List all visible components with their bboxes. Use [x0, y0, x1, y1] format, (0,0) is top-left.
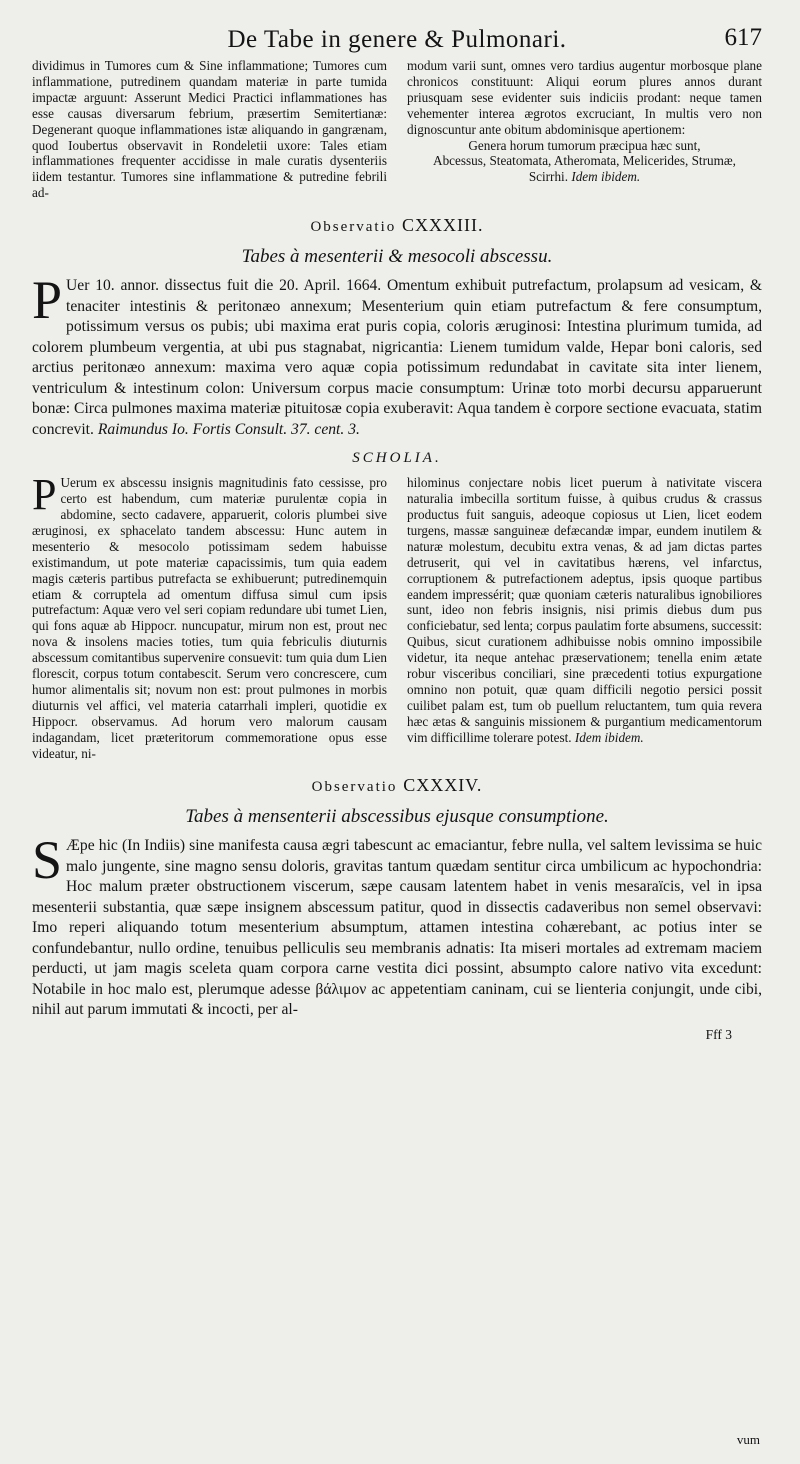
observation-133-body	[32, 270, 762, 440]
observation-134-heading	[32, 775, 762, 796]
genera-last: Scirrhi.	[528, 169, 569, 185]
observation-133-heading	[32, 215, 762, 236]
page-number: 617	[724, 24, 762, 51]
top-right-text: modum varii sunt, omnes vero tardius augentur morbosque plane chronicos constituunt: Aliqui eorum plures annos durant priusquam sese evidenter suis indiciis prodant: neque tamen vehementer interea ægrotos excruciant, In multis vero non dignoscuntur ante obitum abdominisque apertionem:	[407, 58, 762, 137]
top-left-column	[32, 58, 387, 201]
catchword: vum	[736, 1432, 760, 1447]
genera-line: Genera horum tumorum præcipua hæc sunt,	[468, 137, 701, 153]
running-title: De Tabe in genere & Pulmonari.	[227, 26, 567, 53]
scholia-left-text: Uerum ex abscessu insignis magnitudinis fato cessisse, pro certo est habendum, cum materiæ purulentæ copia in abdomine, secto cadavere, apparuerit, coloris plumbei sive æruginosi, ex sphacelato tandem abscessu: Hunc autem in mesenterio & mesocolo potissimam sedem habuisse existimandum, ut pote materiæ capacissimis, tum quia eadem magis cæteris partibus putrefacta se exhibuerunt; putredinemquin etiam & corruptela ad omentum diffusa simul cum ipsis putrefactum: Aquæ vero vel seri copiam redundare ubi tumet Lien, qui fons aquæ ab Hippocr. nuncupatur, mirum non est, prout nec nova & insolens macies toties, tum quia febriculis diuturnis abscessum comitantibus supervenire consuevit: tum quia dum Lien florescit, corpus totum contabescit. Serum vero concrescere, cum humor alimentalis sit; novum non est: prout pulmones in morbis diuturnis vel affici, vel materia catarrhali impleri, quotidie ex Hippocr. observamus. Ad horum vero malorum causam indagandam, licet præteritorum commemoratione opus esse videatur, ni-	[32, 475, 387, 761]
scholia-right-column	[407, 475, 762, 761]
running-head	[32, 22, 762, 58]
drop-cap: P	[32, 470, 57, 520]
observation-label: Observatio	[311, 779, 398, 796]
observation-133-text: Uer 10. annor. dissectus fuit die 20. April. 1664. Omentum exhibuit putrefactum, prolapsum ad vesicam, & tenaciter intestinis & peritonæo annexum; Mesenterium quin etiam putrefactum & fere consumptum, potissimum versus os pubis; ubi maxima erat puris copia, coloris æruginosi: Intestina plurimum tumida, ad colorem plumbeum vergentia, at ubi pus stagnabat, nigricantia: Lienem tumidum valde, Hepar boni caloris, sed arctius peritonæo annexum: maxima vero aquæ copia potissimum redundabat in cavitate sita inter lienem, ventriculum & intestinum colon: Universum corpus macie consumptum: Urinæ toto morbi decursu apparuerunt bonæ: Circa pulmones maxima materiæ pituitosæ copia exuberavit: Aqua tandem è corpore sectione evacuata, statim concrevit.	[32, 277, 762, 438]
scholia-reference: Idem ibidem.	[574, 729, 644, 745]
observation-134-title: Tabes à mensenterii abscessibus ejusque consumptione.	[185, 806, 609, 828]
genera-list	[407, 138, 762, 186]
observation-number: CXXXIII.	[402, 215, 484, 236]
scholia-heading: SCHOLIA.	[352, 450, 442, 467]
top-columns	[32, 58, 762, 201]
observation-133-reference: Raimundus Io. Fortis Consult. 37. cent. 3.	[97, 420, 360, 438]
drop-cap: S	[32, 830, 63, 891]
observation-134-body	[32, 830, 762, 1021]
scholia-left-column	[32, 470, 387, 761]
observation-label: Observatio	[310, 219, 397, 236]
top-left-text: dividimus in Tumores cum & Sine inflammatione; Tumores cum inflammatione, putredinem quandam materiæ in parte tumida impactæ arguunt: Asserunt Medici Practici inflammationes has esse causas diversarum febrium, præsertim Semitertianæ: Degenerant quoque inflammationes istæ aliquando in gangrænam, quod Ioubertus observavit in Rondeletii uxore: Tales etiam inflammationes frequenter accidisse in male curatis dysenteriis iidem testantur. Tumores sine inflammatione & putredine febrili ad-	[32, 58, 387, 201]
genera-reference: Idem ibidem.	[571, 169, 641, 185]
top-right-column	[407, 58, 762, 201]
scholia-columns	[32, 470, 762, 761]
observation-133-title: Tabes à mesenterii & mesocoli abscessu.	[241, 246, 553, 268]
scholia-right-text: hilominus conjectare nobis licet puerum à nativitate viscera naturalia imbecilla sortitum fuisse, à quibus crudus & crassus productus fuit sanguis, adeoque copiosus ut Lien, licet eodem turgens, massæ sanguineæ defæcandæ impar, eundem inutilem & naturæ molestum, decubitu extra venas, & ad jam dictas partes detruserit, qui vel in cavitatibus hærens, vel infarctus, corruptionem & putrefactionem adeptus, ipsis quoque partibus eandem impressérit; quæ quoniam cæteris naturalibus ignobiliores sunt, ideo non febris insignis, nisi primis diebus dum pus conficiebatur, sed lenta; corpus paulatim forte absumens, successit: Quibus, sicut curationem adhibuisse nobis omnino impossibile videtur, ita neque antehac præservationem; tenella enim ætate robur visceribus conciliari, sine præcedenti totius expurgatione omnino non potuit, quæ quam difficili negotio persici possit cuilibet palam est, tum ob puellum reluctantem, tum quia revera hæc ætas & sanguinis missionem & purgantium medicamentorum vim difficillime tolerare potest.	[407, 475, 762, 745]
observation-134-text: Æpe hic (In Indiis) sine manifesta causa ægri tabescunt ac emaciantur, febre nulla, vel saltem levissima se huic malo jungente, sine magno sensu doloris, gravitas tantum quædam sentitur circa umbilicum ac hypochondria: Hoc malum præter obstructionem viscerum, sæpe causam latentem habet in venis mesaraïcis, vel in ipsa mesenterii substantia, quæ sæpe insignem abscessum patitur, quod in dissectis cadaveribus non semel observavi: Imo reperi aliquando totum mesenterium absumptum, attamen intestina cohærebant, ac potius inter se confundebantur, nullo ordine, tenuibus pelliculis seu membranis adnatis: Ita miseri mortales ad extremam maciem perducti, ut jam magis sceleta quam corpora carne vestita dici possint, absumpto calore nativo vita excedunt: Notabile in hoc malo est, plerumque adesse βάλιμον ac appetentiam caninam, cui se lienteria conjungit, unde cibi, nihil aut parum immutati & incocti, per al-	[32, 837, 762, 1019]
genera-last-line	[407, 169, 762, 185]
genera-items: Abcessus, Steatomata, Atheromata, Melicerides, Strumæ,	[433, 153, 736, 169]
observation-number: CXXXIV.	[403, 775, 483, 796]
signature-mark: Fff 3	[705, 1026, 732, 1042]
drop-cap: P	[32, 270, 63, 331]
